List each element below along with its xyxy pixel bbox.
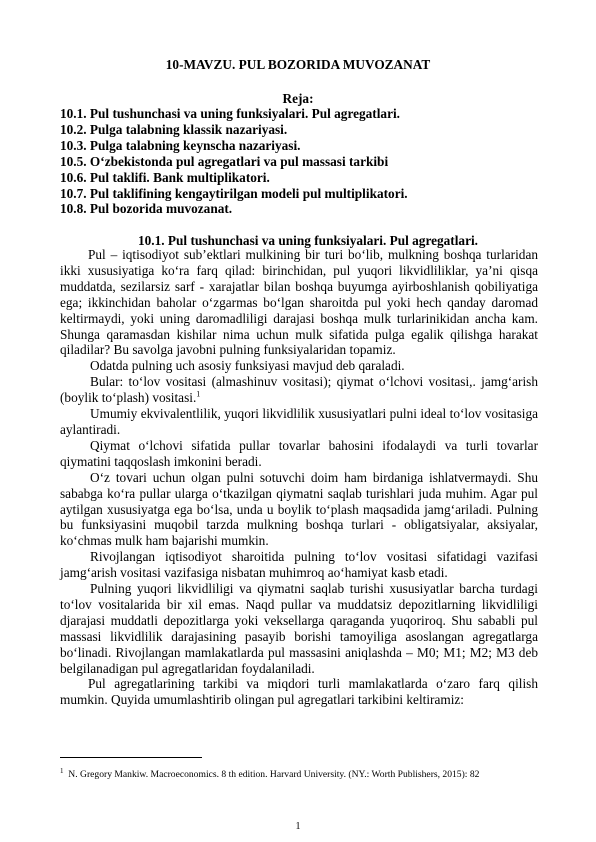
paragraph: Pul – iqtisodiyot sub’ektlari mulkining bir turi bo‘lib, mulkning boshqa turlaridan ikki xususiyatiga ko‘ra farq qilad: birinchidan, pul yuqori likvidliliklar, ya’ni qisqa muddatda, sezilarsiz sarf - xarajatlar bilan boshqa buyumga ayirboshlanish qobiliyatiga ega; ikkinchidan baholar o‘zgarmas bo‘lgan sharoitda pul yoki hech qanday daromad keltirmaydi, yoki uning daromadliligi darajasi boshqa mulk turlarinikidan ancha kam. Shunga qaramasdan kishilar nima uchun mulk sifatida pulga egalik qilishga harakat qiladilar? Bu savolga javobni pulning funksiyalaridan topamiz. <box>60 247 538 358</box>
page-number: 1 <box>295 821 301 832</box>
plan-item: 10.6. Pul taklifi. Bank multiplikatori. <box>60 169 270 185</box>
plan-item: 10.1. Pul tushunchasi va uning funksiyalari. Pul agregatlari. <box>60 106 400 121</box>
plan-item: 10.8. Pul bozorida muvozanat. <box>60 201 233 217</box>
section-title: 10.1. Pul tushunchasi va uning funksiyalari. Pul agregatlari. <box>138 233 478 248</box>
paragraph-with-footnote <box>60 374 538 406</box>
footnote-marker: 1 <box>60 766 64 775</box>
footnote-text: N. Gregory Mankiw. Macroeconomics. 8 th edition. Harvard University. (NY.: Worth Publishers, 2015): 82 <box>68 769 480 780</box>
paragraph-text: Bular: to‘lov vositasi (almashinuv vositasi); qiymat o‘lchovi vositasi,. jamg‘arish (boylik to‘plash) vositasi. <box>60 374 538 406</box>
paragraph: Umumiy ekvivalentlilik, yuqori likvidlilik xususiyatlari pulni ideal to‘lov vositasiga aylantiradi. <box>60 406 538 437</box>
paragraph: Pul agregatlarining tarkibi va miqdori turli mamlakatlarda o‘zaro farq qilish mumkin. Quyida umumlashtirib olingan pul agregatlari tarkibini keltiramiz: <box>60 676 538 708</box>
body-text <box>60 247 538 708</box>
paragraph: Rivojlangan iqtisodiyot sharoitida pulning to‘lov vositasi sifatidagi vazifasi jamg‘arish vositasi vazifasiga nisbatan muhimroq ao‘hamiyat kasb etadi. <box>60 549 538 581</box>
footnote-divider <box>60 757 202 758</box>
plan-heading: Reja: <box>282 91 314 106</box>
paragraph: O‘z tovari uchun olgan pulni sotuvchi doim ham birdaniga ishlatvermaydi. Shu sababga ko‘ra pullar ularga o‘tkazilgan qiymatni saqlab turishlari juda muhim. Agar pul aytilgan xususiyatga ega bo‘lsa, unda u boylik to‘plash maqsadida jamg‘ariladi. Pulning bu funksiyasini muqobil tarzda mulkning boshqa turlari - obligatsiyalar, aksiyalar, ko‘chmas mulk ham bajarishi mumkin. <box>60 469 538 549</box>
footnote-reference[interactable]: 1 <box>196 389 201 399</box>
plan-item: 10.2. Pulga talabning klassik nazariyasi. <box>60 121 288 137</box>
paragraph: Odatda pulning uch asosiy funksiyasi mavjud deb qaraladi. <box>90 358 405 374</box>
plan-item: 10.3. Pulga talabning keynscha nazariyasi. <box>60 137 301 153</box>
plan-item: 10.5. O‘zbekistonda pul agregatlari va pul massasi tarkibi <box>60 153 389 169</box>
plan-item: 10.7. Pul taklifining kengaytirilgan modeli pul multiplikatori. <box>60 185 408 201</box>
footnote <box>60 766 540 780</box>
plan-list <box>60 106 540 217</box>
paragraph: Qiymat o‘lchovi sifatida pullar tovarlar bahosini ifodalaydi va turli tovarlar qiymatini taqqoslash imkonini beradi. <box>60 437 538 469</box>
document-title: 10-MAVZU. PUL BOZORIDA MUVOZANAT <box>165 57 431 72</box>
paragraph: Pulning yuqori likvidliligi va qiymatni saqlab turishi xususiyatlar barcha turdagi to‘lov vositalarida bir xil emas. Naqd pullar va muddatsiz depozitlarning likvidliligi djarajasi muddatli depozitlarga yoki veksellarga qaraganda yuqoriroq. Shu sababli pul massasi likvidlilik darajasining pasayib borishi tamoyiliga asoslangan agregatlarga bo‘linadi. Rivojlangan mamlakatlarda pul massasini aniqlashda – M0; M1; M2; M3 deb belgilanadigan pul agregatlaridan foydalaniladi. <box>60 581 538 676</box>
